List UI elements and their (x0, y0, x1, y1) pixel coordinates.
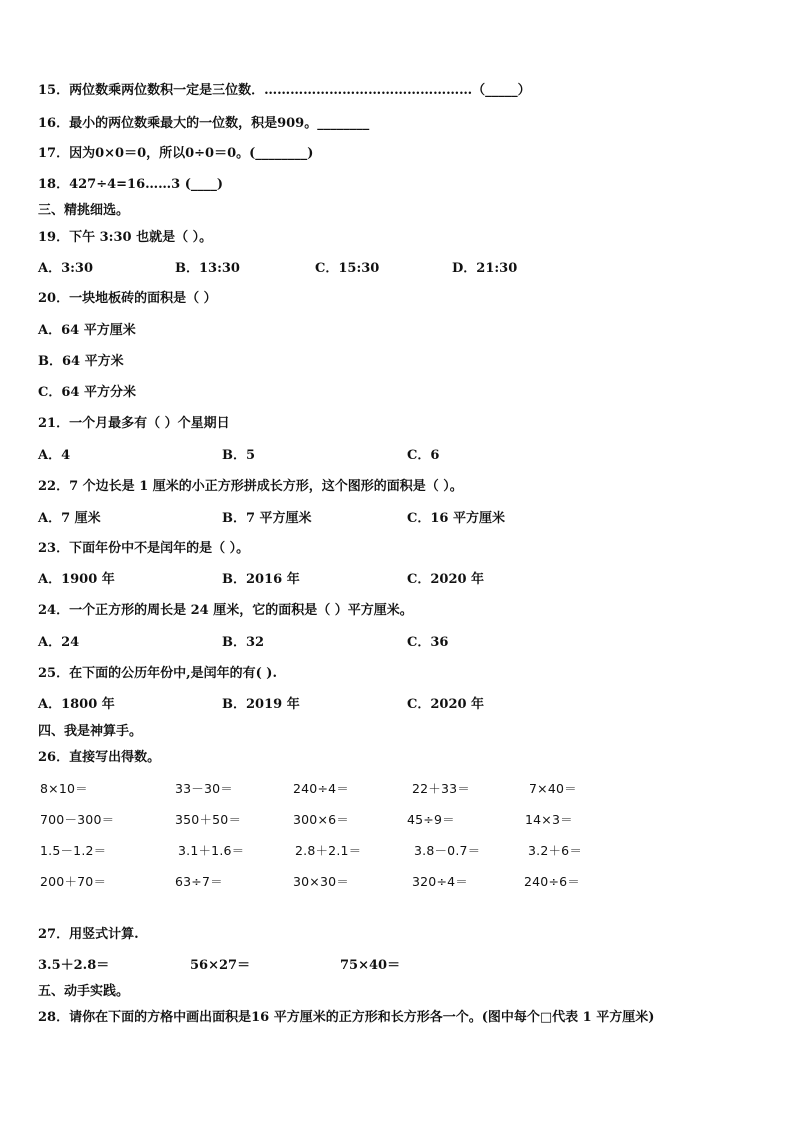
q21-option-b: B．5 (222, 448, 256, 463)
calc-r2-c4: 45÷9＝ (407, 812, 455, 827)
question-22: 22．7 个边长是 1 厘米的小正方形拼成长方形，这个图形的面积是（ ）。 (38, 479, 463, 494)
q19-option-d: D．21:30 (452, 261, 518, 276)
calc-r2-c5: 14×3＝ (525, 812, 573, 827)
calc-r4-c4: 320÷4＝ (412, 874, 468, 889)
q19-option-b: B．13:30 (175, 261, 240, 276)
calc-r3-c1: 1.5－1.2＝ (40, 843, 107, 858)
question-28: 28．请你在下面的方格中画出面积是16 平方厘米的正方形和长方形各一个。(图中每个□代表 1 平方厘米) (38, 1010, 655, 1025)
question-21: 21．一个月最多有（ ）个星期日 (38, 416, 230, 431)
question-26: 26．直接写出得数。 (38, 750, 161, 765)
section-4-title: 四、我是神算手。 (38, 724, 143, 739)
q25-option-b: B．2019 年 (222, 697, 300, 712)
q20-option-c: C．64 平方分米 (38, 385, 136, 400)
q21-option-c: C．6 (407, 448, 440, 463)
question-20: 20．一块地板砖的面积是（ ） (38, 291, 217, 306)
calc-r1-c5: 7×40＝ (529, 781, 577, 796)
calc-r1-c2: 33－30＝ (175, 781, 234, 796)
q21-option-a: A．4 (38, 448, 71, 463)
calc-r3-c5: 3.2＋6＝ (528, 843, 583, 858)
calc-r1-c1: 8×10＝ (40, 781, 88, 796)
question-15: 15．两位数乘两位数积一定是三位数．…………………………………………（_____） (38, 83, 531, 98)
vertical-calc-2: 56×27＝ (190, 958, 251, 973)
q23-option-c: C．2020 年 (407, 572, 485, 587)
q19-option-c: C．15:30 (315, 261, 380, 276)
question-24: 24．一个正方形的周长是 24 厘米，它的面积是（ ）平方厘米。 (38, 603, 413, 618)
question-25: 25．在下面的公历年份中,是闰年的有( ). (38, 666, 277, 681)
q22-option-c: C．16 平方厘米 (407, 511, 505, 526)
q24-option-c: C．36 (407, 635, 449, 650)
vertical-calc-3: 75×40＝ (340, 958, 401, 973)
calc-r2-c1: 700－300＝ (40, 812, 115, 827)
calc-r3-c2: 3.1＋1.6＝ (178, 843, 245, 858)
q20-option-b: B．64 平方米 (38, 354, 124, 369)
q22-option-a: A．7 厘米 (38, 511, 101, 526)
section-3-title: 三、精挑细选。 (38, 203, 130, 218)
q25-option-c: C．2020 年 (407, 697, 485, 712)
question-16: 16．最小的两位数乘最大的一位数，积是909。________ (38, 116, 370, 131)
q20-option-a: A．64 平方厘米 (38, 323, 136, 338)
calc-r4-c3: 30×30＝ (293, 874, 349, 889)
q19-option-a: A．3:30 (38, 261, 94, 276)
q25-option-a: A．1800 年 (38, 697, 115, 712)
calc-r2-c3: 300×6＝ (293, 812, 349, 827)
calc-r1-c3: 240÷4＝ (293, 781, 349, 796)
question-27: 27．用竖式计算. (38, 927, 139, 942)
calc-r4-c5: 240÷6＝ (524, 874, 580, 889)
question-19: 19．下午 3:30 也就是（ ）。 (38, 230, 213, 245)
q24-option-a: A．24 (38, 635, 80, 650)
vertical-calc-1: 3.5＋2.8＝ (38, 958, 110, 973)
calc-r3-c4: 3.8－0.7＝ (414, 843, 481, 858)
calc-r3-c3: 2.8＋2.1＝ (295, 843, 362, 858)
calc-r1-c4: 22＋33＝ (412, 781, 471, 796)
calc-r4-c2: 63÷7＝ (175, 874, 223, 889)
question-18: 18．427÷4=16……3 (____) (38, 177, 224, 192)
q22-option-b: B．7 平方厘米 (222, 511, 312, 526)
calc-r2-c2: 350＋50＝ (175, 812, 242, 827)
section-5-title: 五、动手实践。 (38, 984, 130, 999)
calc-r4-c1: 200＋70＝ (40, 874, 107, 889)
q23-option-a: A．1900 年 (38, 572, 115, 587)
q23-option-b: B．2016 年 (222, 572, 300, 587)
question-23: 23．下面年份中不是闰年的是（ ）。 (38, 541, 250, 556)
question-17: 17．因为0×0＝0，所以0÷0＝0。(________) (38, 146, 314, 161)
q24-option-b: B．32 (222, 635, 265, 650)
